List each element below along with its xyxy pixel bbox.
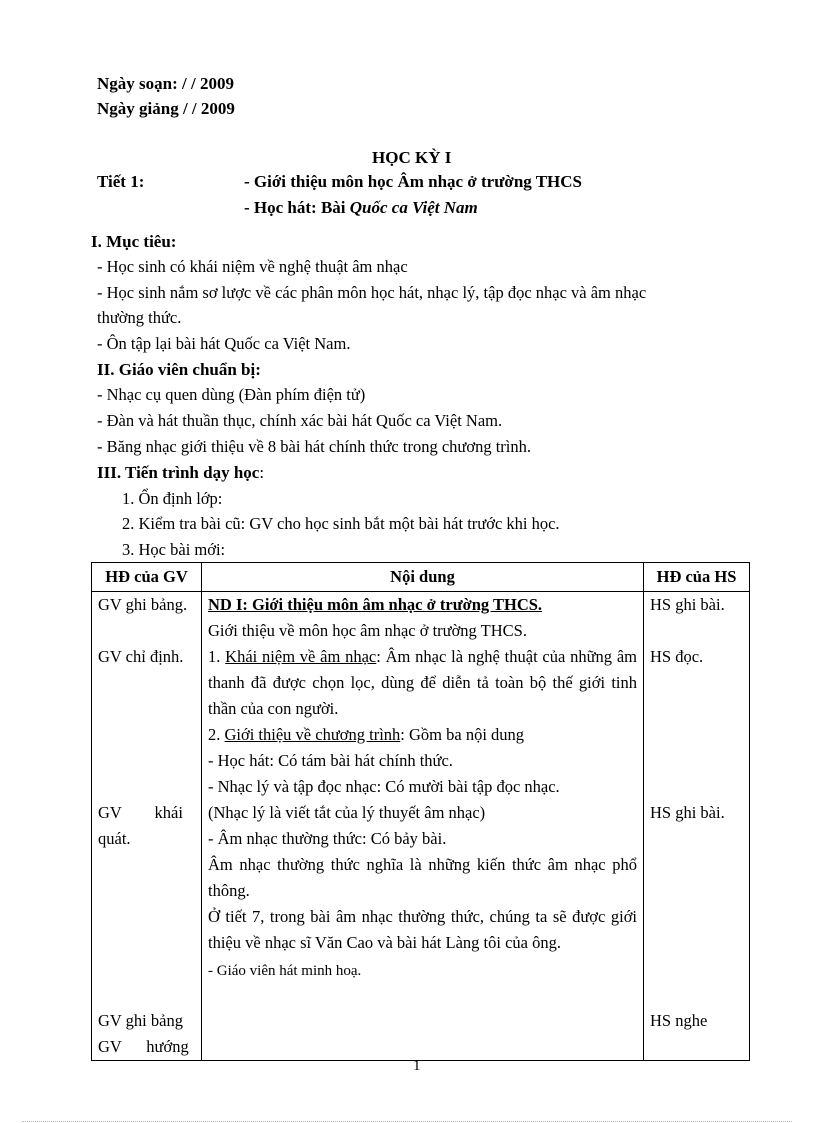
section-3-heading: III. Tiến trình dạy học:	[97, 463, 265, 482]
header-content: Nội dung	[202, 563, 644, 592]
page-number: 1	[413, 1058, 421, 1074]
header-teacher: HĐ của GV	[92, 563, 202, 592]
section-1-item: - Học sinh nắm sơ lược về các phân môn học hát, nhạc lý, tập đọc nhạc và âm nhạc	[97, 283, 647, 302]
content-line: Ở tiết 7, trong bài âm nhạc thường thức, chúng ta sẽ được giới thiệu về nhạc sĩ Văn Cao và bài hát Làng tôi của ông.	[208, 907, 637, 952]
content-line: Âm nhạc thường thức nghĩa là những kiến thức âm nhạc phổ thông.	[208, 855, 637, 900]
term-title: HỌC KỲ I	[372, 148, 452, 167]
section-1-item: thường thức.	[97, 308, 182, 327]
gv-note: GV chỉ định.	[98, 647, 184, 666]
section-3-step: 1. Ổn định lớp:	[122, 489, 223, 508]
hs-note: HS nghe	[650, 1011, 708, 1030]
section-1-item: - Học sinh có khái niệm về nghệ thuật âm nhạc	[97, 257, 408, 276]
header-student: HĐ của HS	[644, 563, 750, 592]
content-paragraph: 2. Giới thiệu về chương trình: Gồm ba nội dung	[208, 725, 525, 744]
lesson-topic-1: - Giới thiệu môn học Âm nhạc ở trường THCS	[244, 172, 583, 191]
content-title: ND I: Giới thiệu môn âm nhạc ở trường THCS.	[208, 595, 543, 614]
content-paragraph: 1. Khái niệm về âm nhạc: Âm nhạc là nghệ thuật của những âm thanh đã được chọn lọc, dùng để diễn tả toàn bộ thế giới tinh thần của con người.	[208, 647, 638, 718]
content-line: - Học hát: Có tám bài hát chính thức.	[208, 751, 453, 770]
section-3-step: 2. Kiểm tra bài cũ: GV cho học sinh bắt một bài hát trước khi học.	[122, 514, 560, 533]
lesson-table	[91, 562, 750, 1061]
section-2-item: - Nhạc cụ quen dùng (Đàn phím điện tử)	[97, 385, 366, 404]
student-activities	[644, 592, 750, 1061]
hs-note: HS ghi bài.	[650, 803, 725, 822]
section-2-item: - Băng nhạc giới thiệu về 8 bài hát chính thức trong chương trình.	[97, 437, 531, 456]
teacher-activities	[92, 592, 202, 1061]
date-prepared: Ngày soạn: / / 2009	[97, 74, 234, 93]
date-taught: Ngày giảng / / 2009	[97, 99, 235, 118]
content-intro: Giới thiệu về môn học âm nhạc ở trường THCS.	[208, 621, 527, 640]
section-2-heading: II. Giáo viên chuẩn bị:	[97, 360, 261, 379]
section-2-item: - Đàn và hát thuần thục, chính xác bài hát Quốc ca Việt Nam.	[97, 411, 503, 430]
gv-note: quát.	[98, 829, 131, 848]
gv-note: GV khái	[98, 803, 183, 822]
hs-note: HS ghi bài.	[650, 595, 725, 614]
song-title: Quốc ca Việt Nam	[349, 198, 478, 217]
content-line: - Âm nhạc thường thức: Có bảy bài.	[208, 829, 447, 848]
lesson-topic-2: - Học hát: Bài Quốc ca Việt Nam	[244, 198, 478, 217]
gv-note: GV hướng	[98, 1037, 189, 1056]
table-header-row	[92, 563, 750, 592]
content-line: - Nhạc lý và tập đọc nhạc: Có mười bài tập đọc nhạc.	[208, 777, 560, 796]
table-row	[92, 592, 750, 1061]
page-edge-divider	[22, 1121, 792, 1122]
section-1-heading: I. Mục tiêu:	[91, 232, 177, 251]
content-line: (Nhạc lý là viết tắt của lý thuyết âm nhạc)	[208, 803, 486, 822]
lesson-label: Tiết 1:	[97, 172, 145, 191]
hs-note: HS đọc.	[650, 647, 704, 666]
gv-note: GV ghi bảng.	[98, 595, 188, 614]
content-line: - Giáo viên hát minh hoạ.	[208, 963, 362, 979]
gv-note: GV ghi bảng	[98, 1011, 183, 1030]
section-3-step: 3. Học bài mới:	[122, 540, 226, 559]
section-1-item: - Ôn tập lại bài hát Quốc ca Việt Nam.	[97, 334, 351, 353]
lesson-content	[202, 592, 644, 1061]
